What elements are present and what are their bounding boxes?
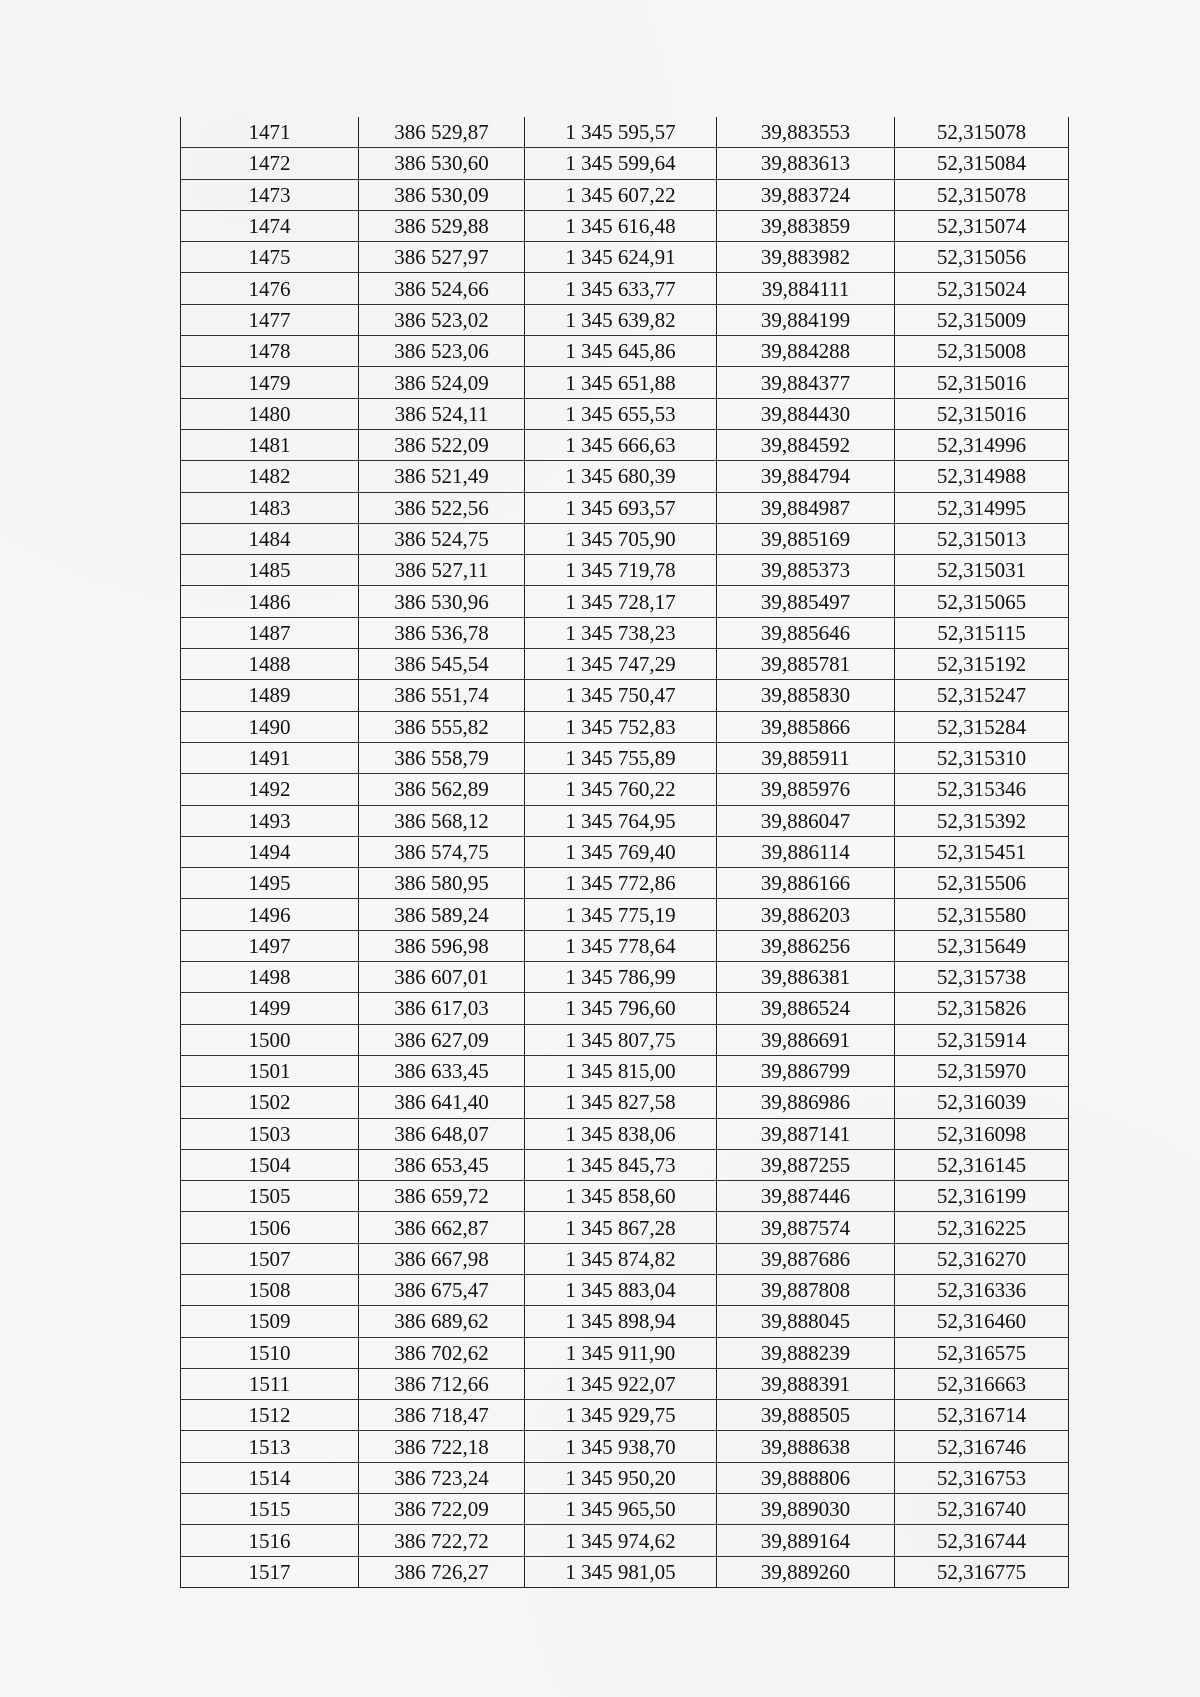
latitude-cell: 52,314996 [895, 429, 1069, 460]
longitude-cell: 39,884288 [717, 336, 895, 367]
y-coordinate-cell: 1 345 719,78 [525, 555, 717, 586]
longitude-cell: 39,888045 [717, 1306, 895, 1337]
point-number-cell: 1484 [181, 523, 359, 554]
point-number-cell: 1503 [181, 1118, 359, 1149]
point-number-cell: 1493 [181, 805, 359, 836]
longitude-cell: 39,885373 [717, 555, 895, 586]
x-coordinate-cell: 386 558,79 [359, 742, 525, 773]
x-coordinate-cell: 386 574,75 [359, 836, 525, 867]
point-number-cell: 1499 [181, 993, 359, 1024]
y-coordinate-cell: 1 345 666,63 [525, 429, 717, 460]
point-number-cell: 1514 [181, 1462, 359, 1493]
y-coordinate-cell: 1 345 867,28 [525, 1212, 717, 1243]
y-coordinate-cell: 1 345 929,75 [525, 1400, 717, 1431]
x-coordinate-cell: 386 722,09 [359, 1494, 525, 1525]
table-row [181, 649, 1069, 680]
longitude-cell: 39,885830 [717, 680, 895, 711]
table-row [181, 805, 1069, 836]
table-row [181, 148, 1069, 179]
point-number-cell: 1473 [181, 179, 359, 210]
table-row [181, 711, 1069, 742]
point-number-cell: 1490 [181, 711, 359, 742]
x-coordinate-cell: 386 523,06 [359, 336, 525, 367]
point-number-cell: 1489 [181, 680, 359, 711]
point-number-cell: 1480 [181, 398, 359, 429]
longitude-cell: 39,885646 [717, 617, 895, 648]
y-coordinate-cell: 1 345 755,89 [525, 742, 717, 773]
y-coordinate-cell: 1 345 838,06 [525, 1118, 717, 1149]
point-number-cell: 1496 [181, 899, 359, 930]
point-number-cell: 1494 [181, 836, 359, 867]
y-coordinate-cell: 1 345 645,86 [525, 336, 717, 367]
x-coordinate-cell: 386 633,45 [359, 1055, 525, 1086]
y-coordinate-cell: 1 345 624,91 [525, 242, 717, 273]
y-coordinate-cell: 1 345 807,75 [525, 1024, 717, 1055]
longitude-cell: 39,886381 [717, 962, 895, 993]
x-coordinate-cell: 386 702,62 [359, 1337, 525, 1368]
latitude-cell: 52,316663 [895, 1368, 1069, 1399]
latitude-cell: 52,316225 [895, 1212, 1069, 1243]
point-number-cell: 1506 [181, 1212, 359, 1243]
x-coordinate-cell: 386 524,66 [359, 273, 525, 304]
point-number-cell: 1512 [181, 1400, 359, 1431]
table-row [181, 1431, 1069, 1462]
longitude-cell: 39,886166 [717, 868, 895, 899]
latitude-cell: 52,315247 [895, 680, 1069, 711]
table-row [181, 617, 1069, 648]
table-row [181, 930, 1069, 961]
point-number-cell: 1515 [181, 1494, 359, 1525]
x-coordinate-cell: 386 523,02 [359, 304, 525, 335]
latitude-cell: 52,315008 [895, 336, 1069, 367]
point-number-cell: 1500 [181, 1024, 359, 1055]
point-number-cell: 1509 [181, 1306, 359, 1337]
x-coordinate-cell: 386 522,56 [359, 492, 525, 523]
x-coordinate-cell: 386 653,45 [359, 1149, 525, 1180]
latitude-cell: 52,316740 [895, 1494, 1069, 1525]
x-coordinate-cell: 386 527,97 [359, 242, 525, 273]
y-coordinate-cell: 1 345 750,47 [525, 680, 717, 711]
y-coordinate-cell: 1 345 858,60 [525, 1181, 717, 1212]
x-coordinate-cell: 386 522,09 [359, 429, 525, 460]
y-coordinate-cell: 1 345 728,17 [525, 586, 717, 617]
table-row [181, 868, 1069, 899]
table-row [181, 1400, 1069, 1431]
latitude-cell: 52,315056 [895, 242, 1069, 273]
latitude-cell: 52,315392 [895, 805, 1069, 836]
y-coordinate-cell: 1 345 607,22 [525, 179, 717, 210]
coordinates-table-body [181, 117, 1069, 1587]
point-number-cell: 1491 [181, 742, 359, 773]
table-row [181, 1055, 1069, 1086]
y-coordinate-cell: 1 345 752,83 [525, 711, 717, 742]
longitude-cell: 39,884592 [717, 429, 895, 460]
point-number-cell: 1478 [181, 336, 359, 367]
x-coordinate-cell: 386 551,74 [359, 680, 525, 711]
longitude-cell: 39,886691 [717, 1024, 895, 1055]
x-coordinate-cell: 386 524,09 [359, 367, 525, 398]
y-coordinate-cell: 1 345 965,50 [525, 1494, 717, 1525]
y-coordinate-cell: 1 345 639,82 [525, 304, 717, 335]
x-coordinate-cell: 386 555,82 [359, 711, 525, 742]
longitude-cell: 39,886986 [717, 1087, 895, 1118]
table-row [181, 492, 1069, 523]
point-number-cell: 1474 [181, 210, 359, 241]
latitude-cell: 52,316098 [895, 1118, 1069, 1149]
point-number-cell: 1510 [181, 1337, 359, 1368]
longitude-cell: 39,885781 [717, 649, 895, 680]
x-coordinate-cell: 386 641,40 [359, 1087, 525, 1118]
latitude-cell: 52,315065 [895, 586, 1069, 617]
y-coordinate-cell: 1 345 911,90 [525, 1337, 717, 1368]
longitude-cell: 39,886256 [717, 930, 895, 961]
longitude-cell: 39,885976 [717, 774, 895, 805]
y-coordinate-cell: 1 345 874,82 [525, 1243, 717, 1274]
y-coordinate-cell: 1 345 693,57 [525, 492, 717, 523]
point-number-cell: 1501 [181, 1055, 359, 1086]
latitude-cell: 52,316753 [895, 1462, 1069, 1493]
y-coordinate-cell: 1 345 827,58 [525, 1087, 717, 1118]
latitude-cell: 52,315084 [895, 148, 1069, 179]
point-number-cell: 1486 [181, 586, 359, 617]
longitude-cell: 39,883859 [717, 210, 895, 241]
table-row [181, 1274, 1069, 1305]
table-row [181, 1212, 1069, 1243]
y-coordinate-cell: 1 345 599,64 [525, 148, 717, 179]
longitude-cell: 39,888391 [717, 1368, 895, 1399]
x-coordinate-cell: 386 580,95 [359, 868, 525, 899]
y-coordinate-cell: 1 345 769,40 [525, 836, 717, 867]
latitude-cell: 52,316744 [895, 1525, 1069, 1556]
y-coordinate-cell: 1 345 760,22 [525, 774, 717, 805]
y-coordinate-cell: 1 345 651,88 [525, 367, 717, 398]
point-number-cell: 1472 [181, 148, 359, 179]
point-number-cell: 1482 [181, 461, 359, 492]
latitude-cell: 52,316460 [895, 1306, 1069, 1337]
latitude-cell: 52,315115 [895, 617, 1069, 648]
x-coordinate-cell: 386 530,09 [359, 179, 525, 210]
latitude-cell: 52,315506 [895, 868, 1069, 899]
longitude-cell: 39,886047 [717, 805, 895, 836]
point-number-cell: 1477 [181, 304, 359, 335]
table-row [181, 523, 1069, 554]
table-row [181, 1556, 1069, 1587]
latitude-cell: 52,315346 [895, 774, 1069, 805]
longitude-cell: 39,889260 [717, 1556, 895, 1587]
x-coordinate-cell: 386 648,07 [359, 1118, 525, 1149]
x-coordinate-cell: 386 524,11 [359, 398, 525, 429]
latitude-cell: 52,315031 [895, 555, 1069, 586]
y-coordinate-cell: 1 345 747,29 [525, 649, 717, 680]
longitude-cell: 39,885497 [717, 586, 895, 617]
table-row [181, 555, 1069, 586]
table-row [181, 742, 1069, 773]
table-row [181, 1337, 1069, 1368]
x-coordinate-cell: 386 596,98 [359, 930, 525, 961]
x-coordinate-cell: 386 722,18 [359, 1431, 525, 1462]
longitude-cell: 39,886114 [717, 836, 895, 867]
x-coordinate-cell: 386 662,87 [359, 1212, 525, 1243]
table-row [181, 210, 1069, 241]
longitude-cell: 39,883553 [717, 117, 895, 148]
point-number-cell: 1479 [181, 367, 359, 398]
latitude-cell: 52,315013 [895, 523, 1069, 554]
table-row [181, 1306, 1069, 1337]
longitude-cell: 39,883724 [717, 179, 895, 210]
table-row [181, 1087, 1069, 1118]
y-coordinate-cell: 1 345 775,19 [525, 899, 717, 930]
table-row [181, 1525, 1069, 1556]
point-number-cell: 1481 [181, 429, 359, 460]
point-number-cell: 1487 [181, 617, 359, 648]
y-coordinate-cell: 1 345 938,70 [525, 1431, 717, 1462]
y-coordinate-cell: 1 345 616,48 [525, 210, 717, 241]
y-coordinate-cell: 1 345 796,60 [525, 993, 717, 1024]
y-coordinate-cell: 1 345 922,07 [525, 1368, 717, 1399]
latitude-cell: 52,315914 [895, 1024, 1069, 1055]
longitude-cell: 39,887808 [717, 1274, 895, 1305]
x-coordinate-cell: 386 726,27 [359, 1556, 525, 1587]
latitude-cell: 52,315078 [895, 117, 1069, 148]
longitude-cell: 39,884794 [717, 461, 895, 492]
table-row [181, 273, 1069, 304]
latitude-cell: 52,315284 [895, 711, 1069, 742]
x-coordinate-cell: 386 568,12 [359, 805, 525, 836]
longitude-cell: 39,888505 [717, 1400, 895, 1431]
table-row [181, 429, 1069, 460]
x-coordinate-cell: 386 529,88 [359, 210, 525, 241]
latitude-cell: 52,316336 [895, 1274, 1069, 1305]
point-number-cell: 1498 [181, 962, 359, 993]
table-row [181, 1181, 1069, 1212]
latitude-cell: 52,316039 [895, 1087, 1069, 1118]
longitude-cell: 39,884430 [717, 398, 895, 429]
y-coordinate-cell: 1 345 778,64 [525, 930, 717, 961]
table-row [181, 1243, 1069, 1274]
longitude-cell: 39,887686 [717, 1243, 895, 1274]
x-coordinate-cell: 386 527,11 [359, 555, 525, 586]
longitude-cell: 39,886799 [717, 1055, 895, 1086]
table-row [181, 1024, 1069, 1055]
x-coordinate-cell: 386 667,98 [359, 1243, 525, 1274]
table-row [181, 398, 1069, 429]
point-number-cell: 1508 [181, 1274, 359, 1305]
latitude-cell: 52,315649 [895, 930, 1069, 961]
table-row [181, 680, 1069, 711]
table-row [181, 461, 1069, 492]
table-row [181, 304, 1069, 335]
table-row [181, 774, 1069, 805]
table-row [181, 586, 1069, 617]
longitude-cell: 39,887141 [717, 1118, 895, 1149]
longitude-cell: 39,888638 [717, 1431, 895, 1462]
x-coordinate-cell: 386 712,66 [359, 1368, 525, 1399]
latitude-cell: 52,316714 [895, 1400, 1069, 1431]
x-coordinate-cell: 386 659,72 [359, 1181, 525, 1212]
y-coordinate-cell: 1 345 898,94 [525, 1306, 717, 1337]
y-coordinate-cell: 1 345 633,77 [525, 273, 717, 304]
latitude-cell: 52,316746 [895, 1431, 1069, 1462]
point-number-cell: 1488 [181, 649, 359, 680]
table-row [181, 962, 1069, 993]
latitude-cell: 52,315024 [895, 273, 1069, 304]
y-coordinate-cell: 1 345 950,20 [525, 1462, 717, 1493]
x-coordinate-cell: 386 562,89 [359, 774, 525, 805]
point-number-cell: 1507 [181, 1243, 359, 1274]
y-coordinate-cell: 1 345 738,23 [525, 617, 717, 648]
coordinates-table [180, 117, 1069, 1588]
latitude-cell: 52,315451 [895, 836, 1069, 867]
x-coordinate-cell: 386 627,09 [359, 1024, 525, 1055]
y-coordinate-cell: 1 345 680,39 [525, 461, 717, 492]
x-coordinate-cell: 386 718,47 [359, 1400, 525, 1431]
table-row [181, 836, 1069, 867]
point-number-cell: 1516 [181, 1525, 359, 1556]
x-coordinate-cell: 386 607,01 [359, 962, 525, 993]
table-row [181, 993, 1069, 1024]
table-row [181, 1118, 1069, 1149]
latitude-cell: 52,314995 [895, 492, 1069, 523]
y-coordinate-cell: 1 345 883,04 [525, 1274, 717, 1305]
longitude-cell: 39,889030 [717, 1494, 895, 1525]
latitude-cell: 52,316199 [895, 1181, 1069, 1212]
point-number-cell: 1517 [181, 1556, 359, 1587]
point-number-cell: 1497 [181, 930, 359, 961]
table-row [181, 179, 1069, 210]
latitude-cell: 52,315310 [895, 742, 1069, 773]
longitude-cell: 39,886203 [717, 899, 895, 930]
longitude-cell: 39,887446 [717, 1181, 895, 1212]
longitude-cell: 39,887574 [717, 1212, 895, 1243]
y-coordinate-cell: 1 345 772,86 [525, 868, 717, 899]
latitude-cell: 52,315580 [895, 899, 1069, 930]
longitude-cell: 39,883982 [717, 242, 895, 273]
x-coordinate-cell: 386 530,60 [359, 148, 525, 179]
y-coordinate-cell: 1 345 981,05 [525, 1556, 717, 1587]
point-number-cell: 1513 [181, 1431, 359, 1462]
x-coordinate-cell: 386 545,54 [359, 649, 525, 680]
point-number-cell: 1483 [181, 492, 359, 523]
table-row [181, 1494, 1069, 1525]
latitude-cell: 52,315078 [895, 179, 1069, 210]
y-coordinate-cell: 1 345 786,99 [525, 962, 717, 993]
table-row [181, 1149, 1069, 1180]
latitude-cell: 52,315016 [895, 398, 1069, 429]
point-number-cell: 1492 [181, 774, 359, 805]
latitude-cell: 52,316775 [895, 1556, 1069, 1587]
table-row [181, 367, 1069, 398]
x-coordinate-cell: 386 524,75 [359, 523, 525, 554]
latitude-cell: 52,315016 [895, 367, 1069, 398]
latitude-cell: 52,315009 [895, 304, 1069, 335]
y-coordinate-cell: 1 345 655,53 [525, 398, 717, 429]
longitude-cell: 39,888239 [717, 1337, 895, 1368]
latitude-cell: 52,315970 [895, 1055, 1069, 1086]
longitude-cell: 39,886524 [717, 993, 895, 1024]
x-coordinate-cell: 386 675,47 [359, 1274, 525, 1305]
latitude-cell: 52,315738 [895, 962, 1069, 993]
longitude-cell: 39,885911 [717, 742, 895, 773]
latitude-cell: 52,316270 [895, 1243, 1069, 1274]
x-coordinate-cell: 386 536,78 [359, 617, 525, 648]
latitude-cell: 52,315074 [895, 210, 1069, 241]
latitude-cell: 52,316145 [895, 1149, 1069, 1180]
longitude-cell: 39,887255 [717, 1149, 895, 1180]
y-coordinate-cell: 1 345 595,57 [525, 117, 717, 148]
x-coordinate-cell: 386 723,24 [359, 1462, 525, 1493]
point-number-cell: 1495 [181, 868, 359, 899]
y-coordinate-cell: 1 345 845,73 [525, 1149, 717, 1180]
longitude-cell: 39,884199 [717, 304, 895, 335]
x-coordinate-cell: 386 529,87 [359, 117, 525, 148]
longitude-cell: 39,883613 [717, 148, 895, 179]
table-row [181, 336, 1069, 367]
y-coordinate-cell: 1 345 974,62 [525, 1525, 717, 1556]
point-number-cell: 1476 [181, 273, 359, 304]
point-number-cell: 1471 [181, 117, 359, 148]
table-row [181, 242, 1069, 273]
table-row [181, 899, 1069, 930]
x-coordinate-cell: 386 521,49 [359, 461, 525, 492]
x-coordinate-cell: 386 689,62 [359, 1306, 525, 1337]
x-coordinate-cell: 386 530,96 [359, 586, 525, 617]
table-row [181, 1368, 1069, 1399]
table-row [181, 117, 1069, 148]
longitude-cell: 39,885169 [717, 523, 895, 554]
point-number-cell: 1504 [181, 1149, 359, 1180]
point-number-cell: 1502 [181, 1087, 359, 1118]
longitude-cell: 39,885866 [717, 711, 895, 742]
longitude-cell: 39,888806 [717, 1462, 895, 1493]
point-number-cell: 1511 [181, 1368, 359, 1399]
y-coordinate-cell: 1 345 764,95 [525, 805, 717, 836]
latitude-cell: 52,315826 [895, 993, 1069, 1024]
longitude-cell: 39,884377 [717, 367, 895, 398]
point-number-cell: 1505 [181, 1181, 359, 1212]
y-coordinate-cell: 1 345 815,00 [525, 1055, 717, 1086]
latitude-cell: 52,314988 [895, 461, 1069, 492]
point-number-cell: 1485 [181, 555, 359, 586]
table-row [181, 1462, 1069, 1493]
point-number-cell: 1475 [181, 242, 359, 273]
longitude-cell: 39,889164 [717, 1525, 895, 1556]
x-coordinate-cell: 386 722,72 [359, 1525, 525, 1556]
y-coordinate-cell: 1 345 705,90 [525, 523, 717, 554]
x-coordinate-cell: 386 617,03 [359, 993, 525, 1024]
latitude-cell: 52,316575 [895, 1337, 1069, 1368]
longitude-cell: 39,884111 [717, 273, 895, 304]
latitude-cell: 52,315192 [895, 649, 1069, 680]
longitude-cell: 39,884987 [717, 492, 895, 523]
x-coordinate-cell: 386 589,24 [359, 899, 525, 930]
